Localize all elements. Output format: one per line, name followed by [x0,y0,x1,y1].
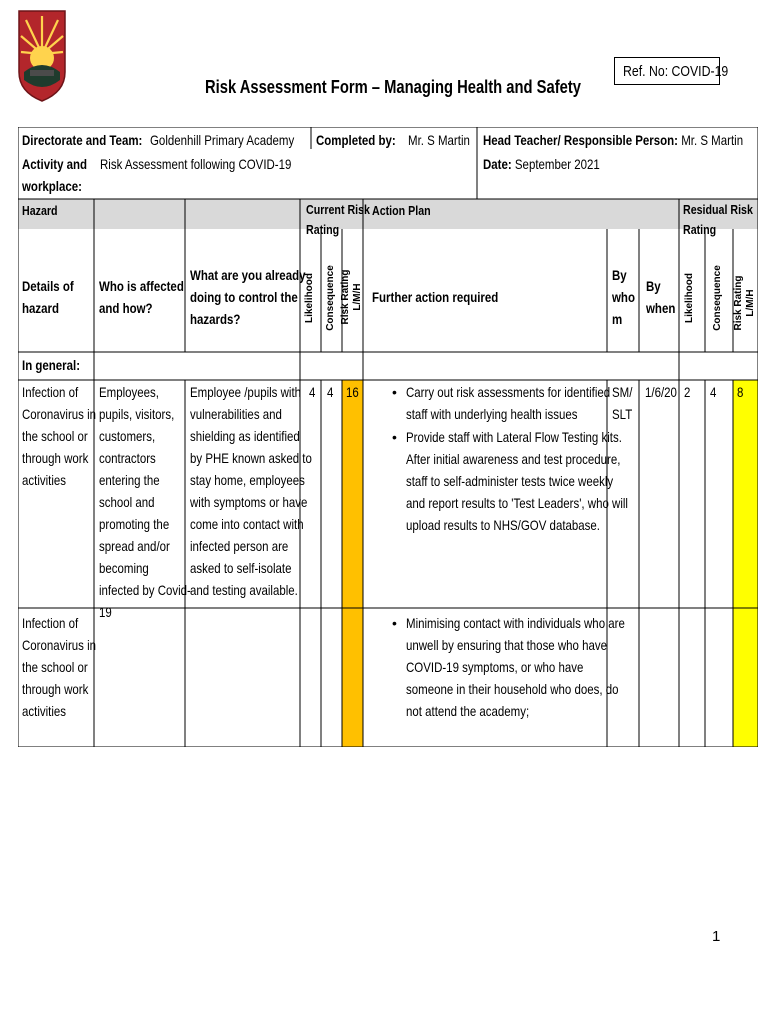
current-rating-header: Current Risk Rating [306,202,370,237]
action-bullet-minimising-contact: • Minimising contact with individuals who are unwell by ensuring that those who have COVID-19 symptoms, or who have someone in their household who does, do not attend the academy; [392,615,625,719]
residual-rating-value: 8 [737,384,744,400]
completed-by-label: Completed by: [316,132,396,148]
who-affected-header: Who is affected and how? [99,278,184,316]
head-teacher-field: Head Teacher/ Responsible Person: Mr. S Martin [483,132,744,148]
existing-controls-header: What are you already doing to control the hazards? [190,267,306,327]
form-title: Risk Assessment Form – Managing Health and Safety [205,77,581,97]
by-when-value: 1/6/20 [645,384,677,400]
likelihood-value: 4 [309,384,316,400]
residual-likelihood-header: Likelihood [684,273,695,323]
activity-value: Risk Assessment following COVID-19 [100,156,292,172]
by-whom-value: SM/ SLT [612,384,633,422]
residual-rating-header: Residual Risk Rating [683,202,753,237]
details-of-hazard-header: Details of hazard [22,278,74,316]
action-bullet-lateral-flow: • Provide staff with Lateral Flow Testing kits. After initial awareness and test procedure, staff to self-administer tests twice weekly and report results to 'Test Leaders', who will upload results to NHS/GOV database. [392,429,628,533]
risk-rating-header: Risk Rating L/M/H [340,269,363,325]
further-action-header: Further action required [372,289,499,305]
residual-consequence-header: Consequence [712,265,723,331]
hazard-details: Infection of Coronavirus in the school or through work activities [22,384,97,488]
consequence-value: 4 [327,384,334,400]
residual-consequence-value: 4 [710,384,717,400]
page-number: 1 [712,928,721,945]
by-when-header: By when [646,278,676,316]
activity-label: Activity and [22,156,88,172]
school-crest-logo [18,10,66,102]
directorate-value: Goldenhill Primary Academy [150,132,295,148]
by-whom-header: By who m [612,267,635,327]
hazard-header: Hazard [22,203,58,218]
current-rating-cell-fill [342,380,363,747]
workplace-label: workplace: [22,178,82,194]
section-heading: In general: [22,357,81,373]
residual-likelihood-value: 2 [684,384,691,400]
date-field: Date: September 2021 [483,156,600,172]
action-bullet-risk-assessments: • Carry out risk assessments for identified staff with underlying health issues [392,384,611,422]
consequence-header: Consequence [325,265,336,331]
residual-risk-rating-header: Risk Rating L/M/H [733,275,756,331]
likelihood-header: Likelihood [304,273,315,323]
residual-rating-cell-fill [733,380,758,747]
hazard-details-row-2: Infection of Coronavirus in the school or through work activities [22,615,97,719]
existing-controls-text: Employee /pupils with vulnerabilities and shielding as identified by PHE known asked to stay home, employees with symptoms or have come into contact with infected person are asked to self-isolate and testing available. [190,384,312,598]
action-plan-header: Action Plan [372,203,431,218]
who-affected-text: Employees, pupils, visitors, customers, contractors entering the school and promoting the spread and/or becoming infected by Covid- 19 [99,384,191,620]
directorate-label: Directorate and Team: [22,132,143,148]
risk-rating-value: 16 [346,384,359,400]
reference-number-box: Ref. No: COVID-19 [614,57,720,85]
completed-by-value: Mr. S Martin [408,132,470,148]
